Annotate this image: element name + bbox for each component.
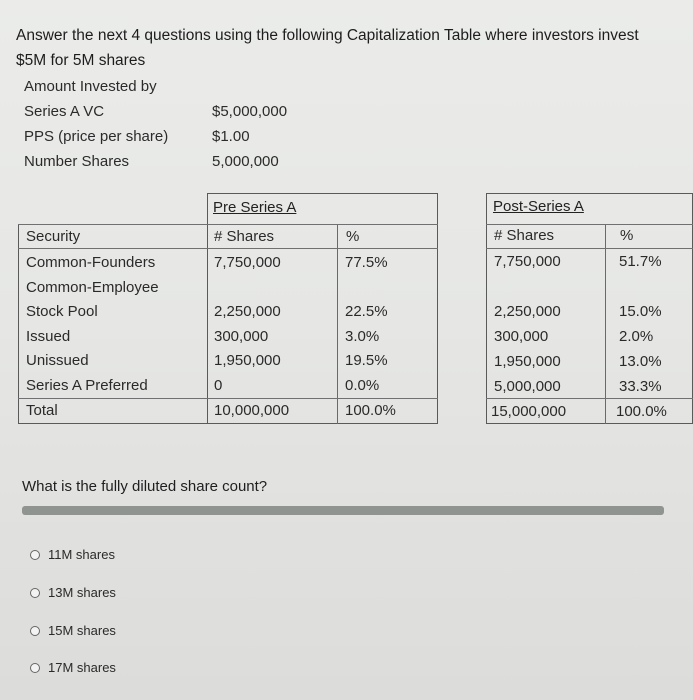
row-security: Unissued: [26, 352, 89, 369]
column-header-rule-pre: [18, 248, 438, 249]
radio-button[interactable]: [30, 663, 40, 673]
row-pre-pct: 3.0%: [345, 328, 380, 345]
total-rule-post: [486, 398, 693, 399]
row-security: Common-Founders: [26, 254, 156, 271]
radio-button[interactable]: [30, 588, 40, 598]
security-column-header: Security: [26, 228, 81, 245]
row-pre-shares: 2,250,000: [214, 303, 281, 320]
row-post-pct: 2.0%: [619, 328, 654, 345]
total-pre-shares: 10,000,000: [214, 402, 290, 419]
post-shares-column-header: # Shares: [494, 227, 555, 244]
row-pre-pct: 77.5%: [345, 254, 388, 271]
intro-line-2: $5M for 5M shares: [16, 52, 146, 69]
total-post-pct: 100.0%: [616, 403, 667, 420]
row-post-pct: 51.7%: [619, 253, 662, 270]
option-17m[interactable]: [30, 660, 116, 675]
option-label: 15M shares: [48, 623, 116, 638]
option-15m[interactable]: [30, 623, 116, 638]
option-label: 11M shares: [48, 547, 115, 562]
row-security: Stock Pool: [26, 303, 98, 320]
total-pre-pct: 100.0%: [345, 402, 396, 419]
row-pre-pct: 22.5%: [345, 303, 388, 320]
amount-invested-value: $5,000,000: [212, 103, 288, 120]
row-post-pct: 15.0%: [619, 303, 662, 320]
amount-invested-label-1: Amount Invested by: [24, 78, 157, 95]
intro-text: [16, 23, 693, 73]
radio-button[interactable]: [30, 550, 40, 560]
row-pre-shares: 0: [214, 377, 223, 394]
row-post-pct: 33.3%: [619, 378, 662, 395]
post-series-a-header: Post-Series A: [493, 198, 584, 215]
row-post-shares: 5,000,000: [494, 378, 561, 395]
amount-invested-label-2: Series A VC: [24, 103, 105, 120]
row-post-shares: 1,950,000: [494, 353, 561, 370]
pps-label: PPS (price per share): [24, 128, 169, 145]
total-security: Total: [26, 402, 58, 419]
radio-button[interactable]: [30, 626, 40, 636]
row-security: Series A Preferred: [26, 377, 148, 394]
row-pre-shares: 7,750,000: [214, 254, 281, 271]
question-divider-bar: [22, 506, 664, 515]
option-11m[interactable]: [30, 547, 115, 562]
row-pre-shares: 300,000: [214, 328, 269, 345]
total-rule-pre: [18, 398, 438, 399]
row-post-shares: 2,250,000: [494, 303, 561, 320]
number-shares-value: 5,000,000: [212, 153, 279, 170]
pps-value: $1.00: [212, 128, 250, 145]
total-post-shares: 15,000,000: [491, 403, 567, 420]
option-13m[interactable]: [30, 585, 116, 600]
post-pct-column-header: %: [620, 227, 634, 244]
row-pre-shares: 1,950,000: [214, 352, 281, 369]
pre-shares-column-header: # Shares: [214, 228, 275, 245]
option-label: 17M shares: [48, 660, 116, 675]
header-rule-pre: [18, 224, 438, 225]
row-post-shares: 300,000: [494, 328, 549, 345]
row-pre-pct: 19.5%: [345, 352, 388, 369]
pre-pct-divider: [337, 224, 338, 424]
column-header-rule-post: [486, 248, 693, 249]
row-security: Common-Employee: [26, 279, 159, 296]
number-shares-label: Number Shares: [24, 153, 130, 170]
question-text: What is the fully diluted share count?: [22, 478, 268, 495]
pre-series-a-header: Pre Series A: [213, 199, 297, 216]
post-pct-divider: [605, 224, 606, 424]
intro-line-1: Answer the next 4 questions using the following Capitalization Table where investors invest: [16, 27, 639, 44]
pre-pct-column-header: %: [346, 228, 360, 245]
row-security: Issued: [26, 328, 71, 345]
row-pre-pct: 0.0%: [345, 377, 380, 394]
header-rule-post: [486, 224, 693, 225]
option-label: 13M shares: [48, 585, 116, 600]
row-post-shares: 7,750,000: [494, 253, 561, 270]
row-post-pct: 13.0%: [619, 353, 662, 370]
